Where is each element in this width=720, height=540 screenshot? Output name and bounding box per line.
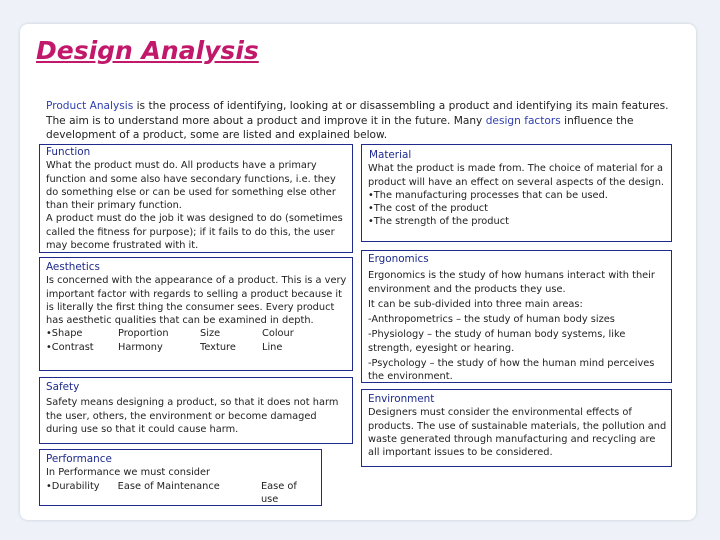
ergonomics-area-physiology: -Physiology – the study of human body systems, like strength, eyesight or hearing. (368, 329, 626, 354)
aesthetics-text: Is concerned with the appearance of a product. This is a very important factor with regards to selling a product because it is literally the first thing the consumer sees. Every product has aesthetic qualities that can be examined in depth. (46, 275, 347, 327)
material-bullet-1: •The manufacturing processes that can be used. (368, 189, 608, 201)
intro-term-product-analysis: Product Analysis (46, 100, 134, 112)
performance-ease-of-maintenance: Ease of Maintenance (117, 480, 220, 492)
performance-text: In Performance we must consider (46, 467, 211, 479)
function-box (39, 144, 353, 253)
quality-line: Line (262, 341, 283, 353)
quality-shape: •Shape (46, 328, 83, 340)
material-bullet-2: •The cost of the product (368, 203, 488, 215)
quality-harmony: Harmony (118, 341, 163, 353)
ergonomics-text-2: It can be sub-divided into three main areas: (368, 298, 583, 310)
environment-box (361, 389, 672, 467)
intro-paragraph (46, 99, 676, 143)
function-text-1: What the product must do. All products have a primary function and some also have secondary functions, i.e. they do something else or can be used for something else other than their primary function. (46, 160, 336, 212)
intro-text-1: is the process of identifying, looking at or disassembling a product and identifying its main features. The aim is to understand more about a product and improve it in the future. Many (46, 100, 669, 127)
performance-durability: •Durability (46, 480, 100, 492)
quality-size: Size (200, 328, 221, 340)
quality-colour: Colour (262, 328, 294, 340)
performance-items-row (46, 480, 317, 507)
material-text: What the product is made from. The choice of material for a product will have an effect on several aspects of the design. (368, 163, 665, 188)
page-title: Design Analysis (36, 36, 259, 65)
material-bullet-3: •The strength of the product (368, 216, 509, 228)
aesthetics-qualities-row-2 (46, 341, 348, 354)
material-heading: Material (369, 149, 412, 161)
safety-heading: Safety (46, 381, 80, 393)
aesthetics-box (39, 257, 353, 371)
aesthetics-qualities-row-1 (46, 327, 348, 340)
ergonomics-area-anthropometrics: -Anthropometrics – the study of human body sizes (368, 314, 615, 326)
quality-proportion: Proportion (118, 328, 169, 340)
quality-texture: Texture (200, 341, 236, 353)
intro-term-design-factors: design factors (485, 114, 561, 127)
intro-text-2: influence the development of a product, some are listed and explained below. (46, 114, 634, 142)
aesthetics-heading: Aesthetics (46, 261, 100, 273)
performance-ease-of-use: Ease of use (260, 480, 297, 505)
function-text-2: A product must do the job it was designed to do (sometimes called the fitness for purpose); if it fails to do this, the user may become frustrated with it. (46, 213, 343, 252)
ergonomics-heading: Ergonomics (368, 253, 429, 265)
environment-heading: Environment (368, 393, 435, 405)
performance-heading: Performance (46, 453, 112, 465)
function-heading: Function (46, 146, 91, 158)
material-box (361, 144, 672, 242)
safety-text: Safety means designing a product, so that it does not harm the user, others, the environment or become damaged during use so that it could cause harm. (46, 397, 339, 435)
environment-text: Designers must consider the environmental effects of products. The use of sustainable materials, the pollution and waste generated through manufacturing and recycling are all important issues to be considered. (368, 407, 667, 459)
ergonomics-box (361, 250, 672, 383)
ergonomics-text-1: Ergonomics is the study of how humans interact with their environment and the products they use. (368, 270, 655, 295)
quality-contrast: •Contrast (46, 341, 94, 353)
performance-box (39, 449, 322, 506)
ergonomics-area-psychology: -Psychology – the study of how the human mind perceives the environment. (368, 358, 655, 383)
safety-box (39, 377, 353, 444)
